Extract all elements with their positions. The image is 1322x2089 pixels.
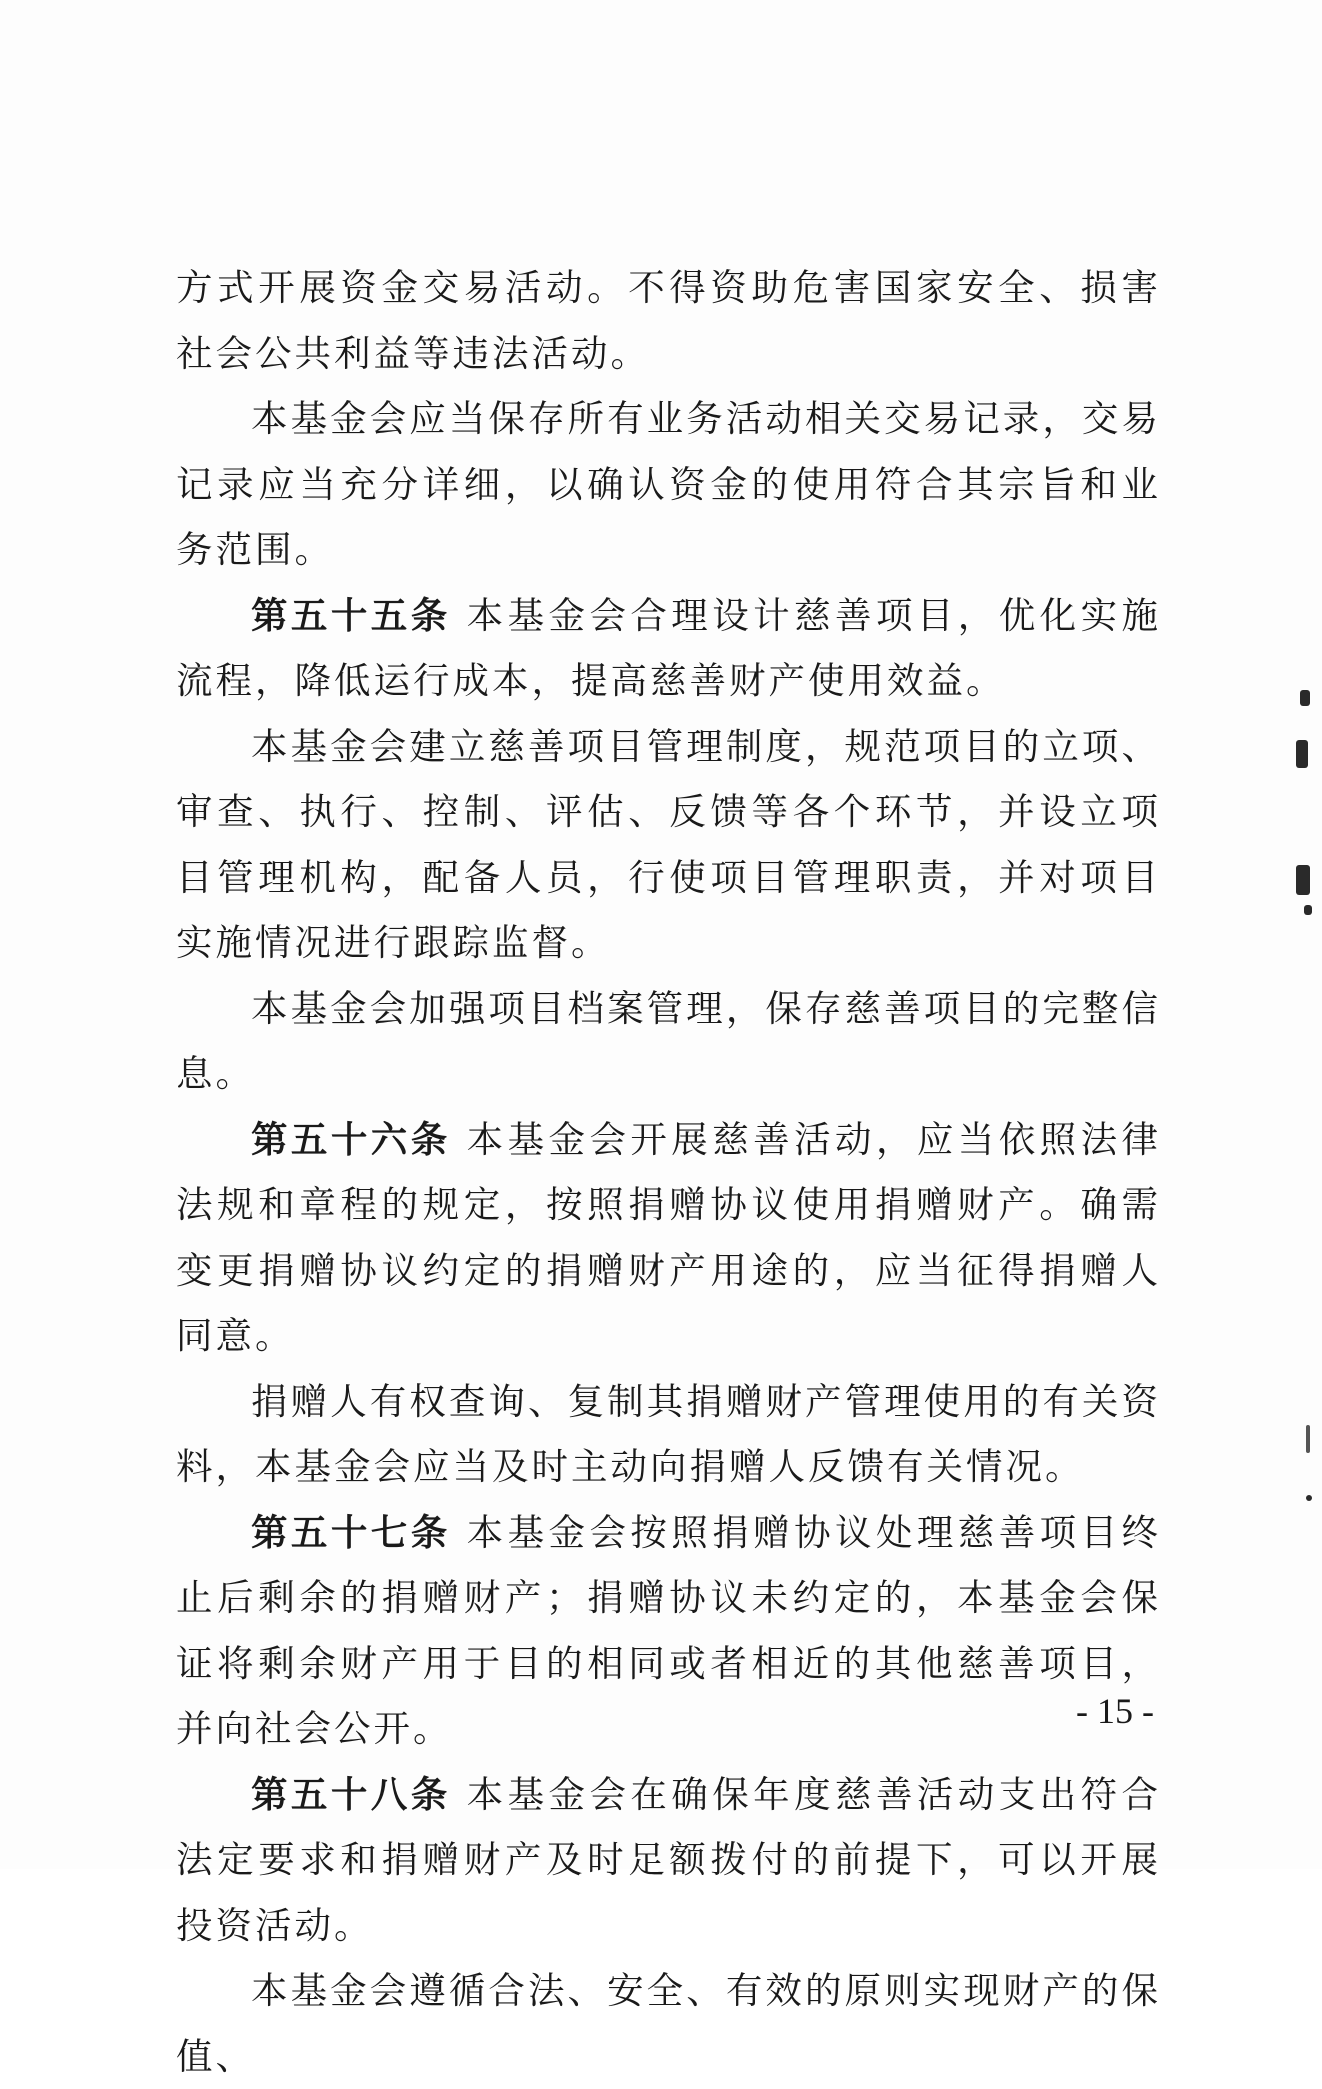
paragraph	[176, 386, 1161, 583]
scan-artifact	[1296, 740, 1308, 768]
article-number: 第五十五条	[251, 593, 451, 637]
paragraph-text: 本基金会加强项目档案管理，保存慈善项目的完整信息。	[176, 986, 1161, 1095]
article-paragraph	[176, 583, 1161, 714]
paragraph	[176, 1369, 1161, 1500]
scan-artifact	[1300, 690, 1310, 706]
article-paragraph	[176, 1500, 1161, 1762]
scan-artifact	[1304, 905, 1312, 915]
paragraph-text: 本基金会按照捐赠协议处理慈善项目终止后剩余的捐赠财产；捐赠协议未约定的，本基金会保证将剩余财产用于目的相同或者相近的其他慈善项目，并向社会公开。	[176, 1510, 1162, 1750]
paragraph-text: 本基金会在确保年度慈善活动支出符合法定要求和捐赠财产及时足额拨付的前提下，可以开展投资活动。	[176, 1772, 1162, 1947]
scan-artifact	[1306, 1425, 1310, 1453]
paragraph-text: 方式开展资金交易活动。不得资助危害国家安全、损害社会公共利益等违法活动。	[176, 266, 1161, 375]
article-paragraph	[176, 1762, 1161, 1959]
scan-artifact	[1296, 865, 1310, 895]
paragraph	[176, 255, 1161, 386]
paragraph-text: 捐赠人有权查询、复制其捐赠财产管理使用的有关资料，本基金会应当及时主动向捐赠人反馈有关情况。	[176, 1379, 1161, 1488]
article-number: 第五十八条	[251, 1772, 451, 1816]
paragraph-text: 本基金会遵循合法、安全、有效的原则实现财产的保值、	[176, 1969, 1161, 2078]
paragraph-text: 本基金会开展慈善活动，应当依照法律法规和章程的规定，按照捐赠协议使用捐赠财产。确需变更捐赠协议约定的捐赠财产用途的，应当征得捐赠人同意。	[176, 1117, 1162, 1357]
scan-artifact	[1306, 1495, 1312, 1501]
article-number: 第五十七条	[251, 1510, 451, 1554]
article-paragraph	[176, 1107, 1161, 1369]
article-number: 第五十六条	[251, 1117, 451, 1161]
paragraph-text: 本基金会合理设计慈善项目，优化实施流程，降低运行成本，提高慈善财产使用效益。	[176, 593, 1162, 702]
paragraph	[176, 976, 1161, 1107]
paragraph-text: 本基金会应当保存所有业务活动相关交易记录，交易记录应当充分详细，以确认资金的使用符合其宗旨和业务范围。	[176, 397, 1161, 571]
document-body	[176, 255, 1161, 2089]
paragraph	[176, 714, 1161, 976]
page-number: - 15 -	[1076, 1691, 1154, 1731]
paragraph-text: 本基金会建立慈善项目管理制度，规范项目的立项、审查、执行、控制、评估、反馈等各个环节，并设立项目管理机构，配备人员，行使项目管理职责，并对项目实施情况进行跟踪监督。	[176, 724, 1161, 964]
paragraph	[176, 1958, 1161, 2089]
